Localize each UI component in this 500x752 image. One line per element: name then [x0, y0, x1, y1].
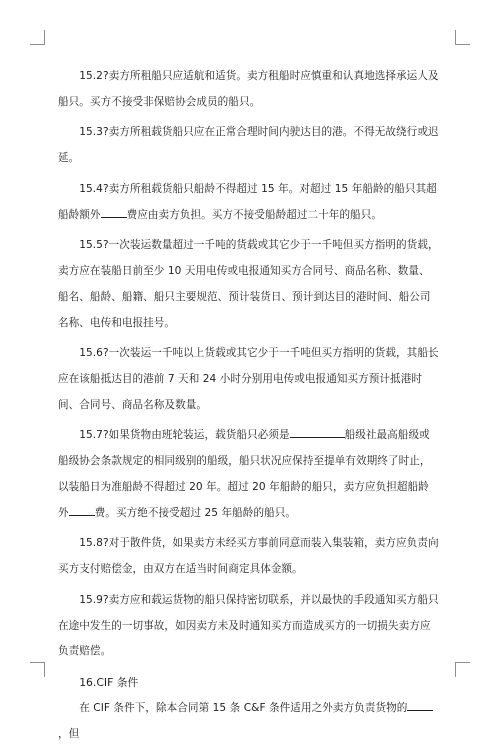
clause-15-5: 15.5?一次装运数量超过一千吨的货载或其它少于一千吨但买方指明的货载，卖方应在装船日前至少 10 天用电传或电报通知买方合同号、商品名称、数量、船名、船龄、船籍、船只主要规范、预计装货日、预计到达目的港时间、船公司名称、电传和电报挂号。: [58, 239, 439, 329]
crop-mark-bottom-left: [30, 662, 45, 677]
crop-mark-top-left: [30, 30, 45, 45]
clause-15-7: [58, 423, 439, 526]
clause-15-7-text-middle: 船级社最高船级或船级协会条款规定的相同级别的船级，船只状况应保持至提单有效期终了时止，以装船日为准船龄不得超过 20 年。超过 20 年船龄的船只，卖方应负担超船龄外: [58, 429, 431, 519]
document-content: [58, 64, 439, 752]
blank-field: [69, 505, 95, 516]
blank-field: [290, 427, 345, 438]
clause-15-4-text-after: 费应由卖方负担。买方不接受船龄超过二十年的船只。: [126, 208, 383, 221]
crop-mark-top-right: [455, 30, 470, 45]
clause-15-8: 15.8?对于散件货，如果卖方未经买方事前同意而装入集装箱，卖方应负责向买方支付赔偿金，由双方在适当时间商定具体金额。: [58, 537, 439, 576]
blank-field: [407, 700, 433, 711]
clause-15-4: [58, 177, 439, 229]
clause-16-text-before: 在 CIF 条件下，除本合同第 15 条 C&F 条件适用之外卖方负责货物的: [79, 701, 408, 714]
clause-15-2: 15.2?卖方所租船只应适航和适货。卖方租船时应慎重和认真地选择承运人及船只。买方不接受非保赔协会成员的船只。: [58, 70, 439, 108]
clause-15-6: 15.6?一次装运一千吨以上货载或其它少于一千吨但买方指明的货载，其船长应在该船抵达目的港前 7 天和 24 小时分别用电传或电报通知买方预计抵港时间、合同号、商品名称及数量。: [58, 347, 439, 411]
crop-mark-bottom-right: [455, 662, 470, 677]
clause-15-7-text-after: 费。买方绝不接受超过 25 年船龄的船只。: [94, 506, 297, 519]
clause-16-text-after: ，但: [58, 727, 80, 740]
clause-15-3: 15.3?卖方所租载货船只应在正常合理时间内驶达目的港。不得无故绕行或迟延。: [58, 126, 439, 165]
clause-15-4-text-before: 15.4?卖方所租载货船只船龄不得超过 15 年。对超过 15 年船龄的船只其超船龄额外: [58, 182, 437, 221]
clause-15-7-text-before: 15.7?如果货物由班轮装运，载货船只必须是: [79, 429, 290, 442]
clause-16-intro: [58, 696, 439, 748]
blank-field: [101, 207, 127, 218]
section-heading-16: 16.CIF 条件: [79, 675, 139, 689]
clause-15-9: 15.9?卖方应和载运货物的船只保持密切联系，并以最快的手段通知买方船只在途中发生的一切事故，如因卖方未及时通知买方而造成买方的一切损失卖方应负责赔偿。: [58, 593, 439, 658]
